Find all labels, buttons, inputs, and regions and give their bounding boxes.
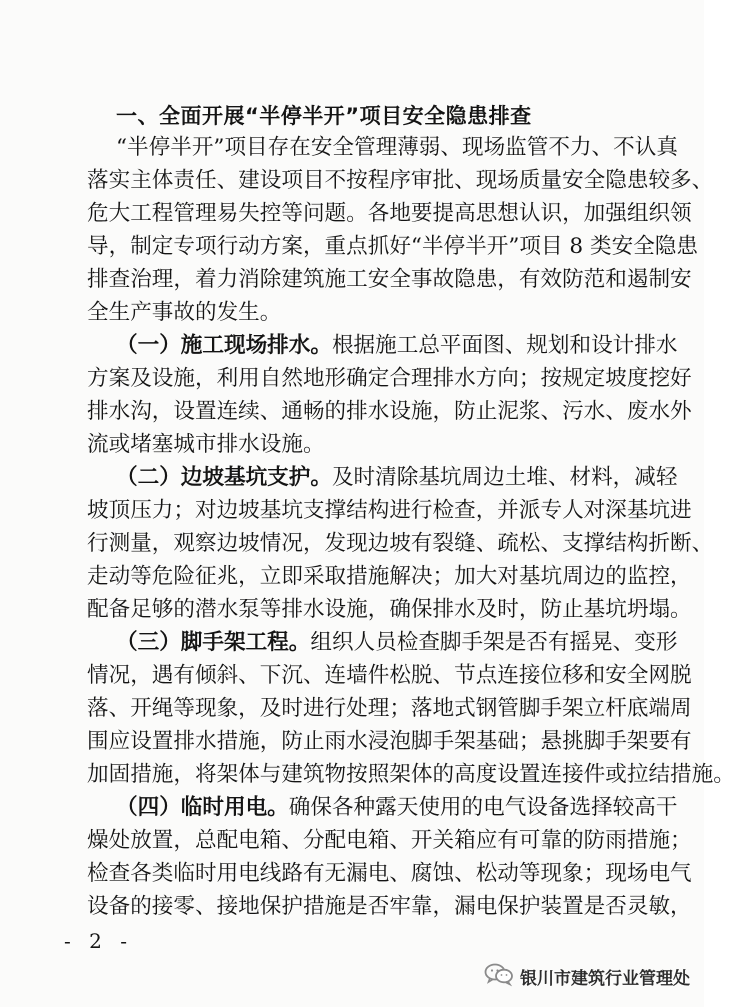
item-term: （四）临时用电。 — [116, 795, 289, 820]
item-line: 行测量，观察边坡情况，发现边坡有裂缝、疏松、支撑结构折断、 — [87, 531, 714, 556]
watermark-text: 银川市建筑行业管理处 — [520, 968, 690, 989]
section-heading: 一、全面开展“半停半开”项目安全隐患排查 — [116, 104, 532, 128]
item-first-line — [116, 793, 678, 823]
intro-line: 危大工程管理易失控等问题。各地要提高思想认识，加强组织领 — [87, 201, 692, 226]
item-term: （一）施工现场排水。 — [116, 333, 332, 358]
item-first-line — [116, 628, 678, 658]
intro-line: 排查治理，着力消除建筑施工安全事故隐患，有效防范和遏制安 — [87, 267, 692, 292]
item-line: 情况，遇有倾斜、下沉、连墙件松脱、节点连接位移和安全网脱 — [87, 663, 692, 688]
item-line: 走动等危险征兆，立即采取措施解决；加大对基坑周边的监控， — [87, 564, 692, 589]
item-text: 确保各种露天使用的电气设备选择较高干 — [288, 795, 678, 820]
intro-line: 落实主体责任、建设项目不按程序审批、现场质量安全隐患较多、 — [87, 168, 714, 193]
item-term: （三）脚手架工程。 — [116, 630, 311, 655]
item-line: 燥处放置，总配电箱、分配电箱、开关箱应有可靠的防雨措施； — [87, 828, 692, 853]
item-first-line — [116, 331, 678, 361]
item-term: （二）边坡基坑支护。 — [116, 465, 332, 490]
wechat-icon — [484, 962, 514, 990]
item-line: 围应设置排水措施，防止雨水浸泡脚手架基础；悬挑脚手架要有 — [87, 729, 692, 754]
item-line: 排水沟，设置连续、通畅的排水设施，防止泥浆、污水、废水外 — [87, 399, 692, 424]
intro-line: “半停半开”项目存在安全管理薄弱、现场监管不力、不认真 — [116, 135, 678, 160]
intro-line: 导，制定专项行动方案，重点抓好“半停半开”项目 8 类安全隐患 — [87, 234, 698, 259]
item-line: 加固措施，将架体与建筑物按照架体的高度设置连接件或拉结措施。 — [87, 762, 735, 787]
item-line: 坡顶压力；对边坡基坑支撑结构进行检查，并派专人对深基坑进 — [87, 498, 692, 523]
item-line: 配备足够的潜水泵等排水设施，确保排水及时，防止基坑坍塌。 — [87, 597, 692, 622]
item-line: 方案及设施，利用自然地形确定合理排水方向；按规定坡度挖好 — [87, 366, 692, 391]
item-line: 流或堵塞城市排水设施。 — [87, 432, 325, 457]
watermark — [484, 962, 690, 990]
item-line: 检查各类临时用电线路有无漏电、腐蚀、松动等现象；现场电气 — [87, 861, 692, 886]
item-text: 及时清除基坑周边土堆、材料，减轻 — [331, 465, 678, 490]
item-first-line — [116, 463, 678, 493]
item-text: 组织人员检查脚手架是否有摇晃、变形 — [310, 630, 678, 655]
item-line: 设备的接零、接地保护措施是否牢靠，漏电保护装置是否灵敏， — [87, 894, 692, 919]
item-line: 落、开绳等现象，及时进行处理；落地式钢管脚手架立杆底端周 — [87, 696, 692, 721]
item-text: 根据施工总平面图、规划和设计排水 — [331, 333, 678, 358]
page-number: - 2 - — [64, 929, 133, 953]
intro-line: 全生产事故的发生。 — [87, 300, 282, 325]
